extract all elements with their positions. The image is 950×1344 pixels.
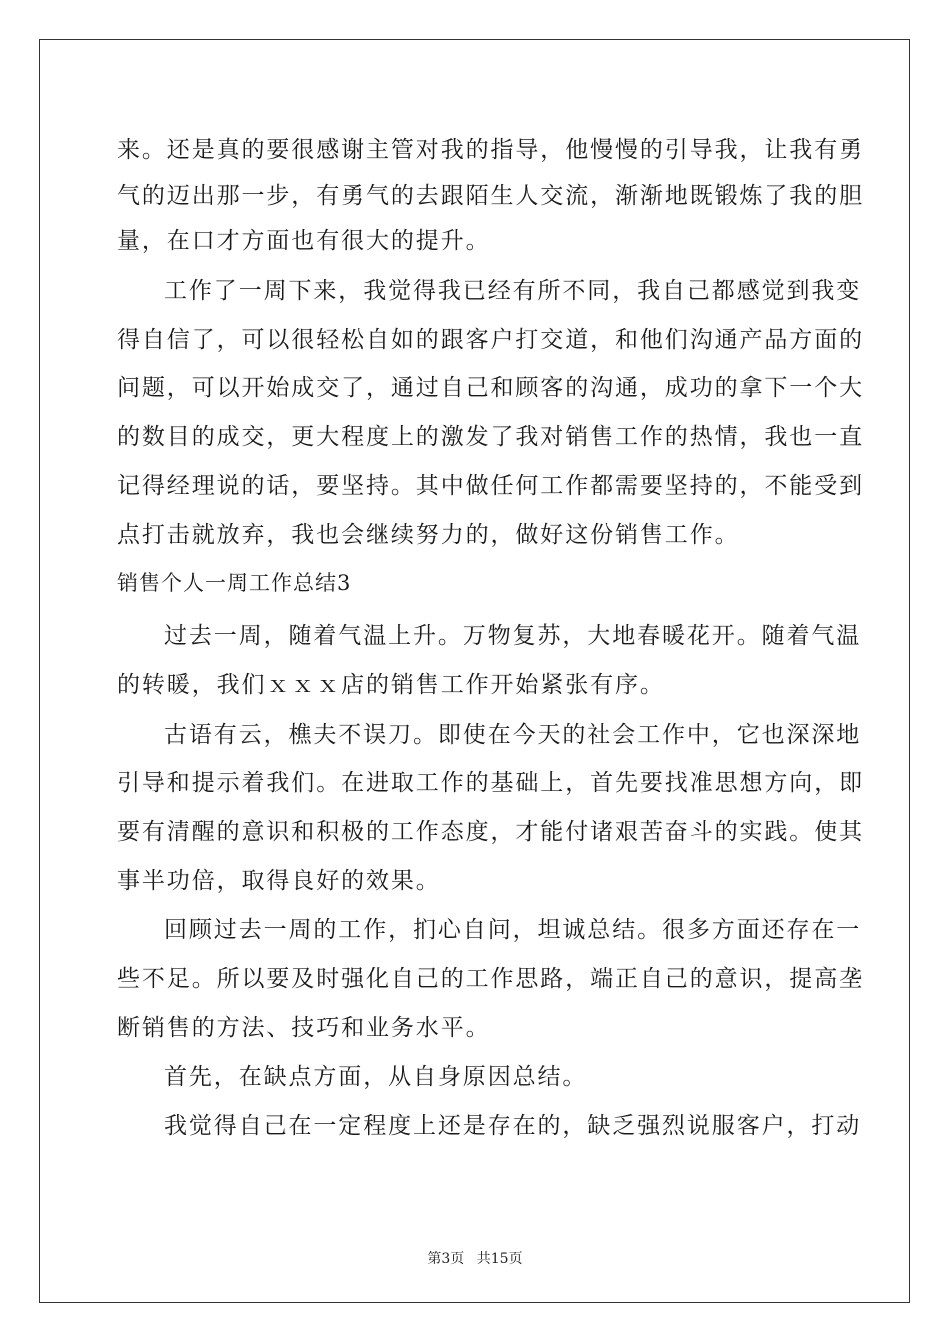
page-footer [0, 1248, 950, 1268]
text-line: 工作了一周下来，我觉得我已经有所不同，我自己都感觉到我变 [164, 278, 862, 304]
page-number: 第3页 [427, 1251, 465, 1267]
text-line: 回顾过去一周的工作，扪心自问，坦诚总结。很多方面还存在一 [164, 917, 862, 943]
text-line: 引导和提示着我们。在进取工作的基础上，首先要找准思想方向，即 [117, 770, 864, 796]
text-line: 的数目的成交，更大程度上的激发了我对销售工作的热情，我也一直 [117, 424, 864, 450]
text-line: 记得经理说的话，要坚持。其中做任何工作都需要坚持的，不能受到 [117, 473, 864, 499]
text-line: 得自信了，可以很轻松自如的跟客户打交道，和他们沟通产品方面的 [117, 327, 864, 353]
text-line: 点打击就放弃，我也会继续努力的，做好这份销售工作。 [117, 522, 740, 548]
text-line: 首先，在缺点方面，从自身原因总结。 [164, 1064, 588, 1090]
text-line: 过去一周，随着气温上升。万物复苏，大地春暖花开。随着气温 [164, 623, 862, 649]
section-heading: 销售个人一周工作总结3 [117, 571, 352, 595]
text-line: 量，在口才方面也有很大的提升。 [117, 228, 491, 254]
text-line: 来。还是真的要很感谢主管对我的指导，他慢慢的引导我，让我有勇 [117, 137, 864, 163]
text-line: 的转暖，我们ｘｘｘ店的销售工作开始紧张有序。 [117, 672, 665, 698]
text-line: 些不足。所以要及时强化自己的工作思路，端正自己的意识，提高垄 [117, 966, 864, 992]
page-total: 共15页 [476, 1251, 523, 1267]
text-line: 断销售的方法、技巧和业务水平。 [117, 1015, 491, 1041]
text-line: 要有清醒的意识和积极的工作态度，才能付诸艰苦奋斗的实践。使其 [117, 819, 864, 845]
text-line: 事半功倍，取得良好的效果。 [117, 868, 441, 894]
text-line: 问题，可以开始成交了，通过自己和顾客的沟通，成功的拿下一个大 [117, 375, 864, 401]
text-line: 我觉得自己在一定程度上还是存在的，缺乏强烈说服客户，打动 [164, 1113, 862, 1139]
text-line: 古语有云，樵夫不误刀。即使在今天的社会工作中，它也深深地 [164, 722, 862, 748]
text-line: 气的迈出那一步，有勇气的去跟陌生人交流，渐渐地既锻炼了我的胆 [117, 183, 864, 209]
